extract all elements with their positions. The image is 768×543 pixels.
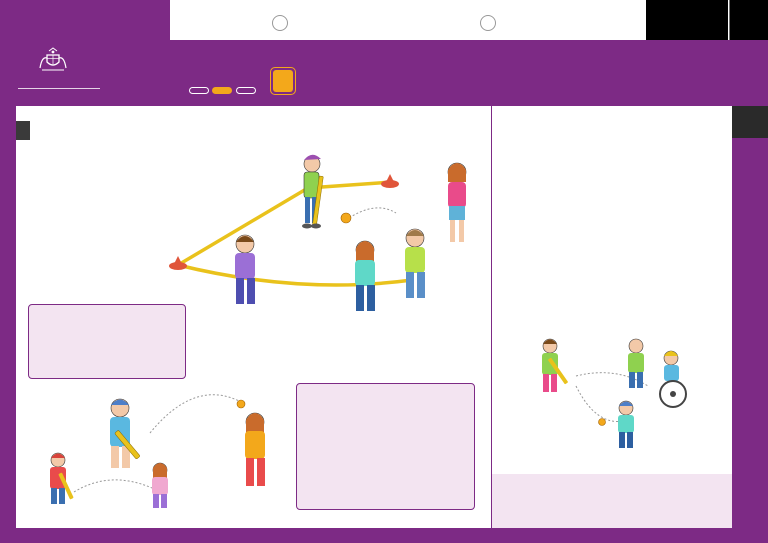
lesson-link-box: [492, 474, 732, 528]
logo-bar: [0, 0, 170, 40]
ball-icon: [237, 400, 245, 408]
level-indicator-med: [212, 87, 232, 94]
fielder-figure: [405, 229, 425, 298]
circle-marker-left: [272, 15, 288, 31]
fielder-figure: [448, 163, 466, 242]
title-band: [0, 40, 768, 106]
inclusion-badge: [270, 67, 296, 95]
bowled-illustration: [40, 448, 180, 512]
wheelchair-player-figure: [660, 351, 686, 407]
ball-icon: [599, 419, 606, 426]
inclusive-play-illustration: [536, 336, 691, 454]
level-indicator-hard: [236, 87, 256, 94]
footer-bar: [0, 528, 768, 543]
fielder-figure: [235, 235, 255, 304]
change-it-section: [505, 118, 727, 127]
left-edge-bar: [0, 106, 16, 528]
level-indicator-easy: [189, 87, 209, 94]
ball-icon: [341, 208, 396, 223]
fielder-figure: [355, 241, 375, 311]
scoring-box: [28, 304, 186, 379]
field-illustration: [160, 150, 480, 315]
circle-marker-right: [480, 15, 496, 31]
variation-section: [305, 342, 475, 348]
fielder-figure: [618, 401, 634, 448]
session-plans-tab: [732, 106, 768, 138]
batter-figure: [302, 155, 323, 229]
right-edge-bar: [732, 106, 768, 528]
section-tab-a: [16, 121, 30, 140]
column-divider: [491, 106, 492, 528]
field-boundary: [178, 182, 412, 285]
safety-box: [296, 383, 475, 510]
coat-of-arms-icon: [38, 46, 68, 72]
section-label: [646, 0, 728, 40]
fielder-figure: [237, 400, 265, 486]
batter-figure: [542, 339, 568, 392]
fielder-figure: [628, 339, 644, 388]
top-strip: [0, 0, 768, 40]
batter-figure: [50, 453, 74, 504]
card-code: [729, 0, 768, 40]
bowler-figure: [152, 463, 168, 508]
government-divider: [18, 88, 100, 89]
